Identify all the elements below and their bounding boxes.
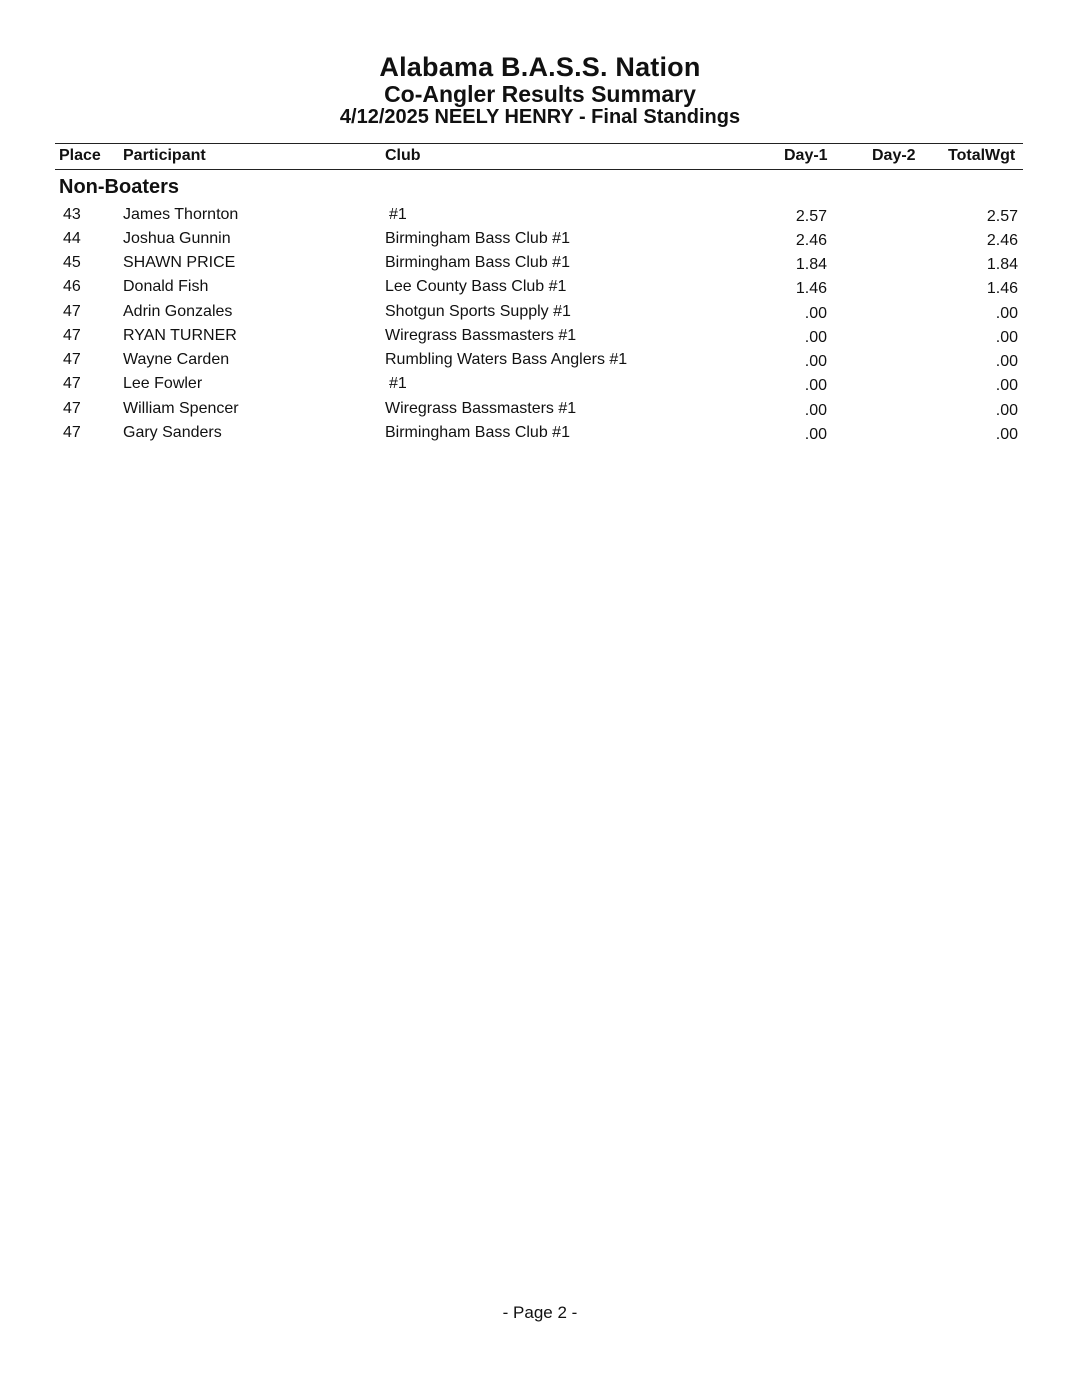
place-cell: 43 bbox=[63, 206, 81, 223]
table-row bbox=[0, 278, 1080, 302]
day1-cell: .00 bbox=[804, 329, 827, 346]
participant-cell: Adrin Gonzales bbox=[123, 303, 233, 320]
day1-cell: 1.84 bbox=[795, 256, 827, 273]
page-number: - Page 2 - bbox=[502, 1303, 578, 1322]
report-subtitle: Co-Angler Results Summary bbox=[384, 81, 696, 107]
column-header-day2: Day-2 bbox=[872, 147, 916, 164]
total-cell: .00 bbox=[995, 377, 1018, 394]
table-row bbox=[0, 206, 1080, 230]
place-cell: 46 bbox=[63, 278, 81, 295]
place-cell: 47 bbox=[63, 327, 81, 344]
total-cell: 1.84 bbox=[986, 256, 1018, 273]
column-header-club: Club bbox=[385, 147, 421, 164]
total-cell: .00 bbox=[995, 353, 1018, 370]
place-cell: 47 bbox=[63, 303, 81, 320]
place-cell: 47 bbox=[63, 351, 81, 368]
total-cell: 2.46 bbox=[986, 232, 1018, 249]
section-title: Non-Boaters bbox=[59, 176, 180, 198]
table-row bbox=[0, 375, 1080, 399]
club-cell: Wiregrass Bassmasters #1 bbox=[385, 400, 577, 417]
total-cell: 2.57 bbox=[986, 208, 1018, 225]
place-cell: 47 bbox=[63, 375, 81, 392]
day1-cell: .00 bbox=[804, 305, 827, 322]
table-row bbox=[0, 424, 1080, 448]
report-header bbox=[0, 52, 1080, 128]
table-row bbox=[0, 254, 1080, 278]
day1-cell: 1.46 bbox=[795, 280, 827, 297]
day1-cell: .00 bbox=[804, 377, 827, 394]
participant-cell: SHAWN PRICE bbox=[123, 254, 236, 271]
participant-cell: Joshua Gunnin bbox=[123, 230, 231, 247]
table-row bbox=[0, 303, 1080, 327]
place-cell: 45 bbox=[63, 254, 81, 271]
place-cell: 47 bbox=[63, 400, 81, 417]
table-row bbox=[0, 327, 1080, 351]
participant-cell: Lee Fowler bbox=[123, 375, 203, 392]
club-cell: Birmingham Bass Club #1 bbox=[385, 424, 570, 441]
table-row bbox=[0, 230, 1080, 254]
place-cell: 44 bbox=[63, 230, 81, 247]
club-cell: Rumbling Waters Bass Anglers #1 bbox=[385, 351, 628, 368]
club-cell: Lee County Bass Club #1 bbox=[385, 278, 567, 295]
participant-cell: James Thornton bbox=[123, 206, 239, 223]
participant-cell: RYAN TURNER bbox=[123, 327, 237, 344]
day1-cell: .00 bbox=[804, 426, 827, 443]
table-row bbox=[0, 400, 1080, 424]
total-cell: 1.46 bbox=[986, 280, 1018, 297]
club-cell: #1 bbox=[389, 206, 407, 223]
column-header-day1: Day-1 bbox=[784, 147, 828, 164]
club-cell: Shotgun Sports Supply #1 bbox=[385, 303, 571, 320]
club-cell: #1 bbox=[389, 375, 407, 392]
total-cell: .00 bbox=[995, 305, 1018, 322]
participant-cell: Wayne Carden bbox=[123, 351, 230, 368]
day1-cell: 2.46 bbox=[795, 232, 827, 249]
participant-cell: Gary Sanders bbox=[123, 424, 222, 441]
column-header-row bbox=[55, 143, 1023, 170]
place-cell: 47 bbox=[63, 424, 81, 441]
club-cell: Birmingham Bass Club #1 bbox=[385, 254, 570, 271]
club-cell: Wiregrass Bassmasters #1 bbox=[385, 327, 577, 344]
day1-cell: .00 bbox=[804, 402, 827, 419]
column-header-place: Place bbox=[59, 147, 101, 164]
total-cell: .00 bbox=[995, 329, 1018, 346]
day1-cell: 2.57 bbox=[795, 208, 827, 225]
total-cell: .00 bbox=[995, 426, 1018, 443]
column-header-total: TotalWgt bbox=[948, 147, 1016, 164]
report-title: Alabama B.A.S.S. Nation bbox=[379, 52, 701, 82]
club-cell: Birmingham Bass Club #1 bbox=[385, 230, 570, 247]
participant-cell: Donald Fish bbox=[123, 278, 209, 295]
event-title: 4/12/2025 NEELY HENRY - Final Standings bbox=[339, 106, 741, 128]
day1-cell: .00 bbox=[804, 353, 827, 370]
table-row bbox=[0, 351, 1080, 375]
total-cell: .00 bbox=[995, 402, 1018, 419]
participant-cell: William Spencer bbox=[123, 400, 239, 417]
column-header-participant: Participant bbox=[123, 147, 206, 164]
